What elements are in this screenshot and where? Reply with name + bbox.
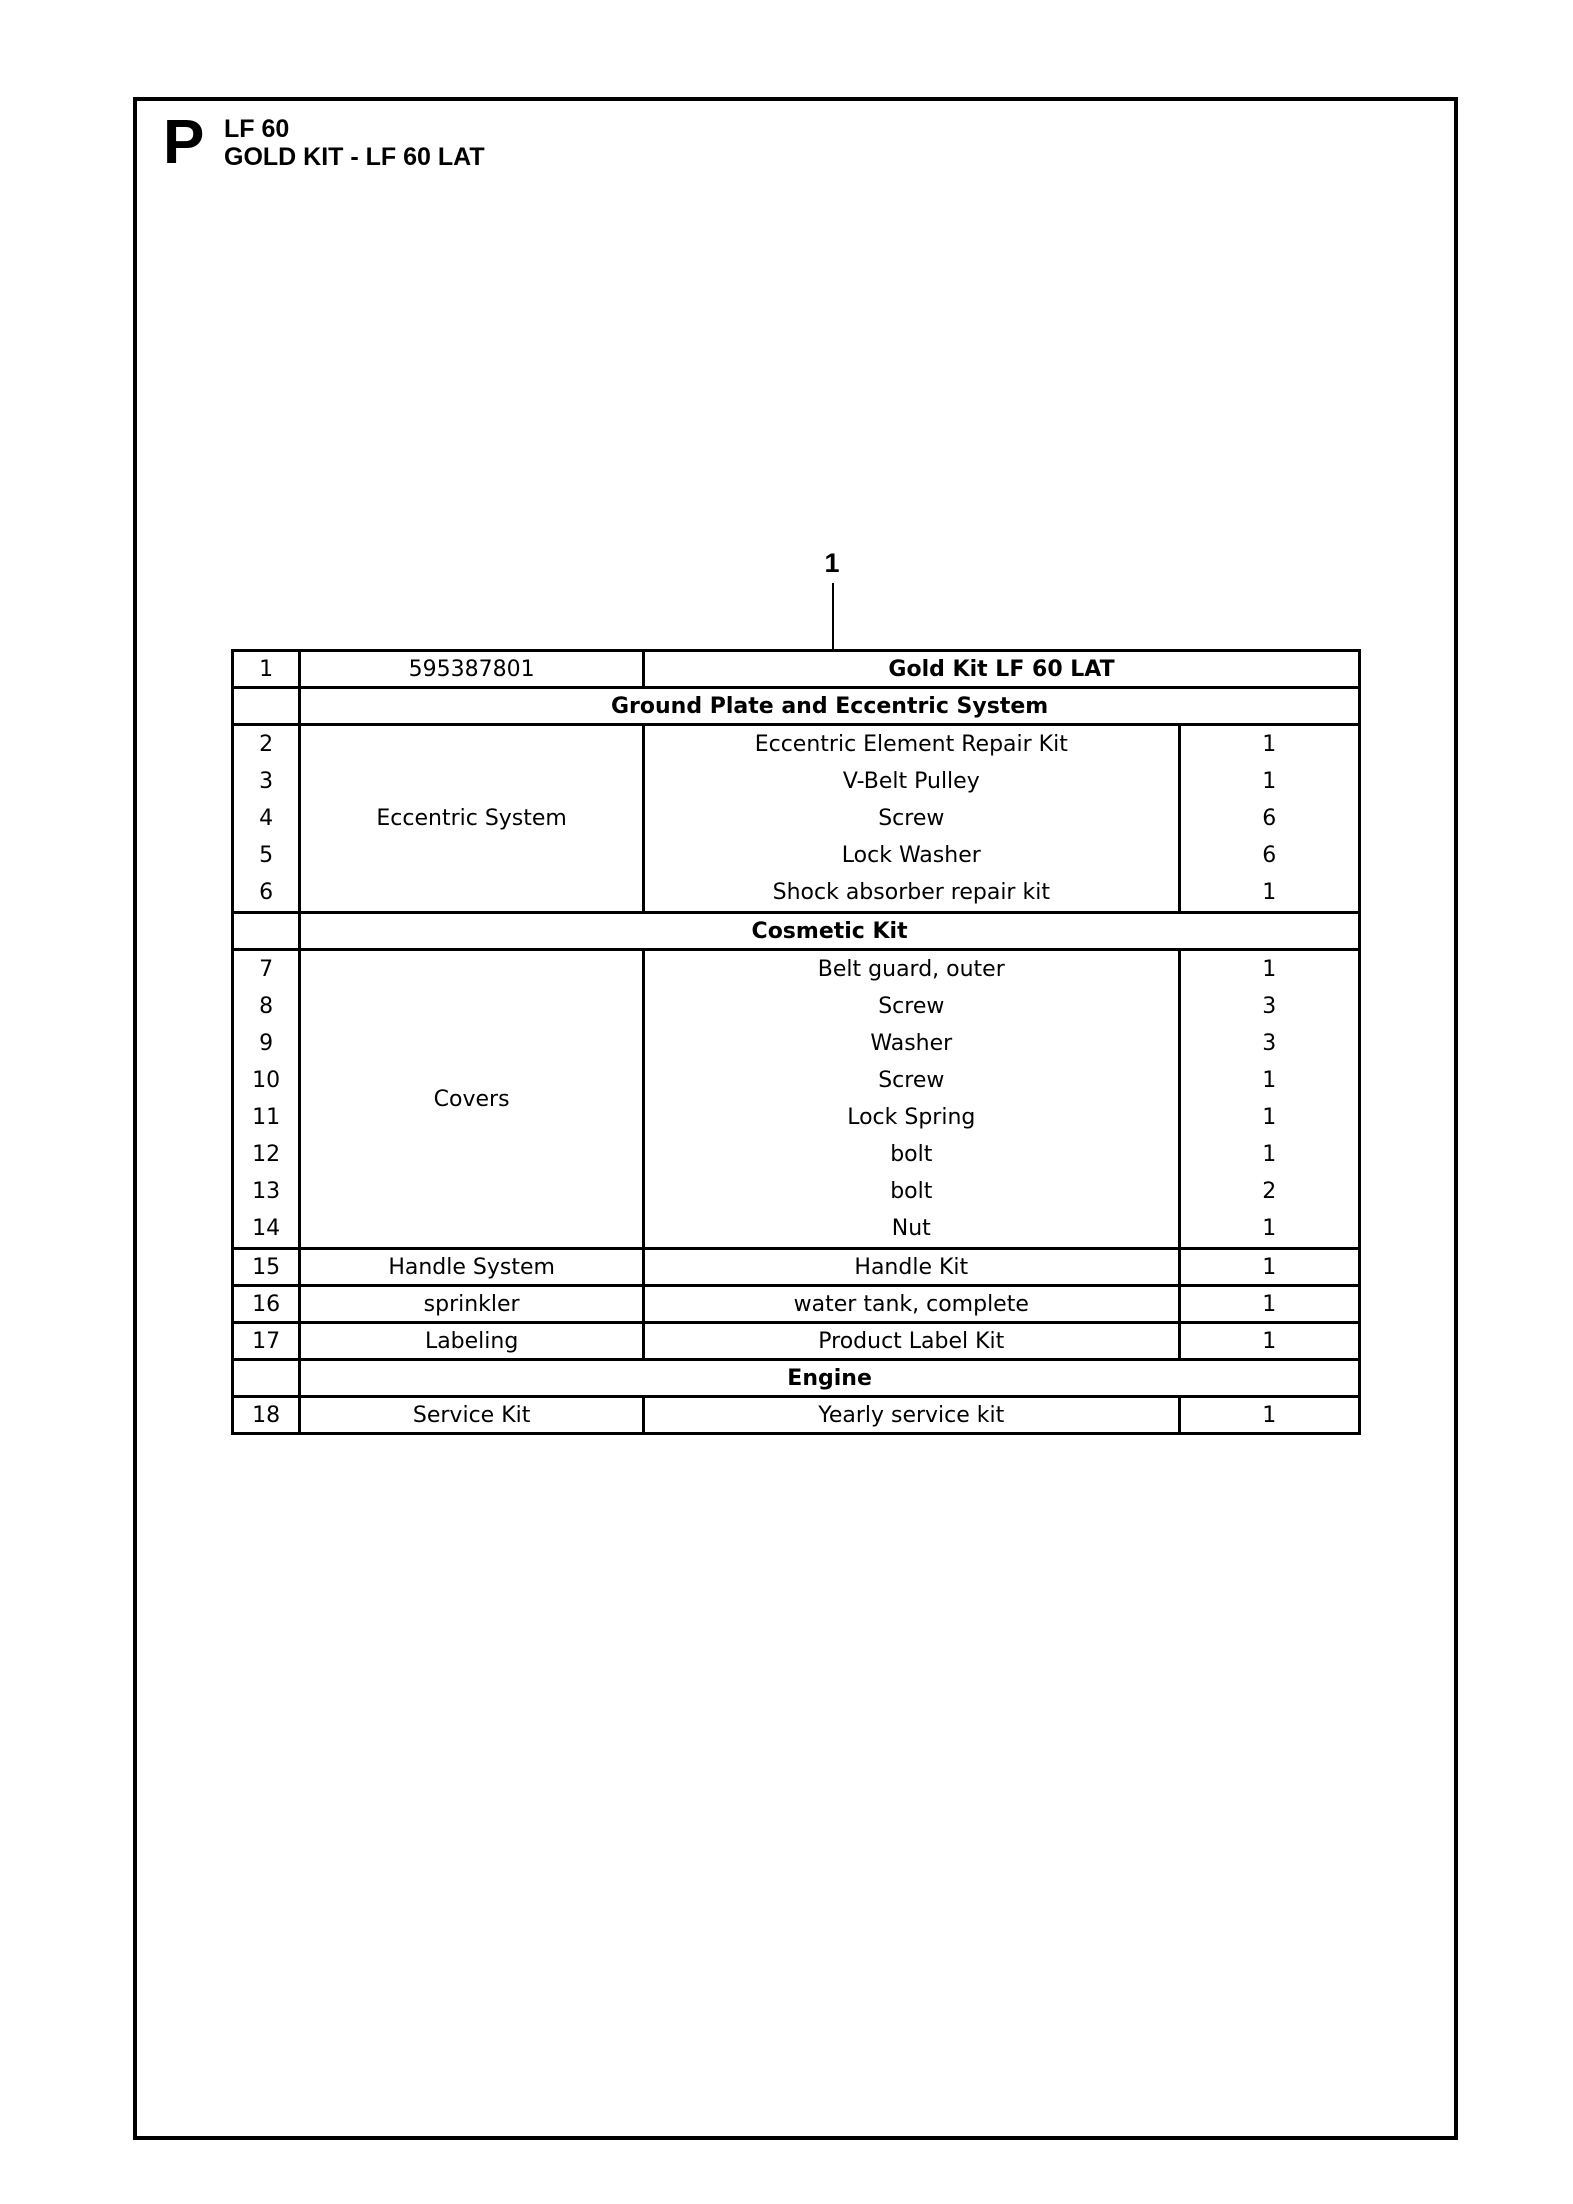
- part-description: Yearly service kit: [644, 1397, 1179, 1434]
- quantity: 2: [1262, 1179, 1277, 1204]
- section-heading-cosmetic: Cosmetic Kit: [300, 913, 1360, 950]
- section-heading-ground-plate: Ground Plate and Eccentric System: [300, 688, 1360, 725]
- part-description: V-Belt Pulley: [842, 769, 980, 794]
- table-row-group: [233, 725, 1360, 913]
- quantity: 6: [1262, 806, 1277, 831]
- quantity: 1: [1262, 1216, 1277, 1241]
- part-description: Belt guard, outer: [817, 957, 1005, 982]
- quantity: 1: [1262, 1142, 1277, 1167]
- item-number: 8: [259, 994, 274, 1019]
- part-description: Eccentric Element Repair Kit: [754, 732, 1068, 757]
- quantities-eccentric: [1179, 725, 1360, 913]
- quantity: 1: [1262, 957, 1277, 982]
- group-name: Handle System: [300, 1249, 644, 1286]
- quantity: 1: [1262, 1105, 1277, 1130]
- quantity: 1: [1179, 1249, 1360, 1286]
- part-description: bolt: [890, 1142, 933, 1167]
- quantity: 1: [1179, 1286, 1360, 1323]
- item-number: 7: [259, 957, 274, 982]
- item-number: 11: [252, 1105, 281, 1130]
- item-numbers-covers: [233, 950, 300, 1249]
- group-name: sprinkler: [300, 1286, 644, 1323]
- group-name: Service Kit: [300, 1397, 644, 1434]
- callout-leader-line: [832, 583, 834, 651]
- descriptions-covers: [644, 950, 1179, 1249]
- item-number: 10: [252, 1068, 281, 1093]
- table-row: [233, 1286, 1360, 1323]
- item-number: 2: [259, 732, 274, 757]
- item-number: 17: [233, 1323, 300, 1360]
- quantity: 1: [1262, 769, 1277, 794]
- group-name-eccentric: Eccentric System: [300, 725, 644, 913]
- section-row: [233, 688, 1360, 725]
- table-row: [233, 1323, 1360, 1360]
- item-number: 15: [233, 1249, 300, 1286]
- table-row: [233, 1397, 1360, 1434]
- item-number: 12: [252, 1142, 281, 1167]
- model-name: LF 60: [224, 115, 290, 143]
- section-row: [233, 1360, 1360, 1397]
- quantity: 1: [1262, 1068, 1277, 1093]
- part-description: Lock Washer: [841, 843, 981, 868]
- quantity: 3: [1262, 1031, 1277, 1056]
- kit-name: Gold Kit LF 60 LAT: [644, 651, 1360, 688]
- descriptions-eccentric: [644, 725, 1179, 913]
- table-row: [233, 1249, 1360, 1286]
- item-number: 14: [252, 1216, 281, 1241]
- item-number: 3: [259, 769, 274, 794]
- quantity: 1: [1262, 732, 1277, 757]
- part-description: Screw: [878, 806, 945, 831]
- item-number: 1: [233, 651, 300, 688]
- table-row-main: [233, 651, 1360, 688]
- quantity: 6: [1262, 843, 1277, 868]
- part-description: Washer: [870, 1031, 953, 1056]
- quantity: 1: [1179, 1397, 1360, 1434]
- table-row-group: [233, 950, 1360, 1249]
- quantity: 3: [1262, 994, 1277, 1019]
- quantities-covers: [1179, 950, 1360, 1249]
- parts-table: [231, 649, 1361, 1435]
- section-letter: P: [163, 108, 205, 177]
- part-description: bolt: [890, 1179, 933, 1204]
- section-heading-engine: Engine: [300, 1360, 1360, 1397]
- item-number: 5: [259, 843, 274, 868]
- part-description: Screw: [878, 994, 945, 1019]
- item-number: 4: [259, 806, 274, 831]
- part-description: water tank, complete: [644, 1286, 1179, 1323]
- item-number: 9: [259, 1031, 274, 1056]
- item-number: 6: [259, 880, 274, 905]
- part-description: Lock Spring: [847, 1105, 976, 1130]
- part-description: Product Label Kit: [644, 1323, 1179, 1360]
- kit-title: GOLD KIT - LF 60 LAT: [224, 143, 485, 171]
- part-number: 595387801: [300, 651, 644, 688]
- quantity: 1: [1262, 880, 1277, 905]
- group-name: Labeling: [300, 1323, 644, 1360]
- part-description: Nut: [891, 1216, 931, 1241]
- item-number: 16: [233, 1286, 300, 1323]
- part-description: Screw: [878, 1068, 945, 1093]
- group-name-covers: Covers: [300, 950, 644, 1249]
- item-number: 18: [233, 1397, 300, 1434]
- item-number: 13: [252, 1179, 281, 1204]
- item-numbers-eccentric: [233, 725, 300, 913]
- section-row: [233, 913, 1360, 950]
- quantity: 1: [1179, 1323, 1360, 1360]
- part-description: Handle Kit: [644, 1249, 1179, 1286]
- part-description: Shock absorber repair kit: [772, 880, 1050, 905]
- callout-number: 1: [824, 548, 840, 578]
